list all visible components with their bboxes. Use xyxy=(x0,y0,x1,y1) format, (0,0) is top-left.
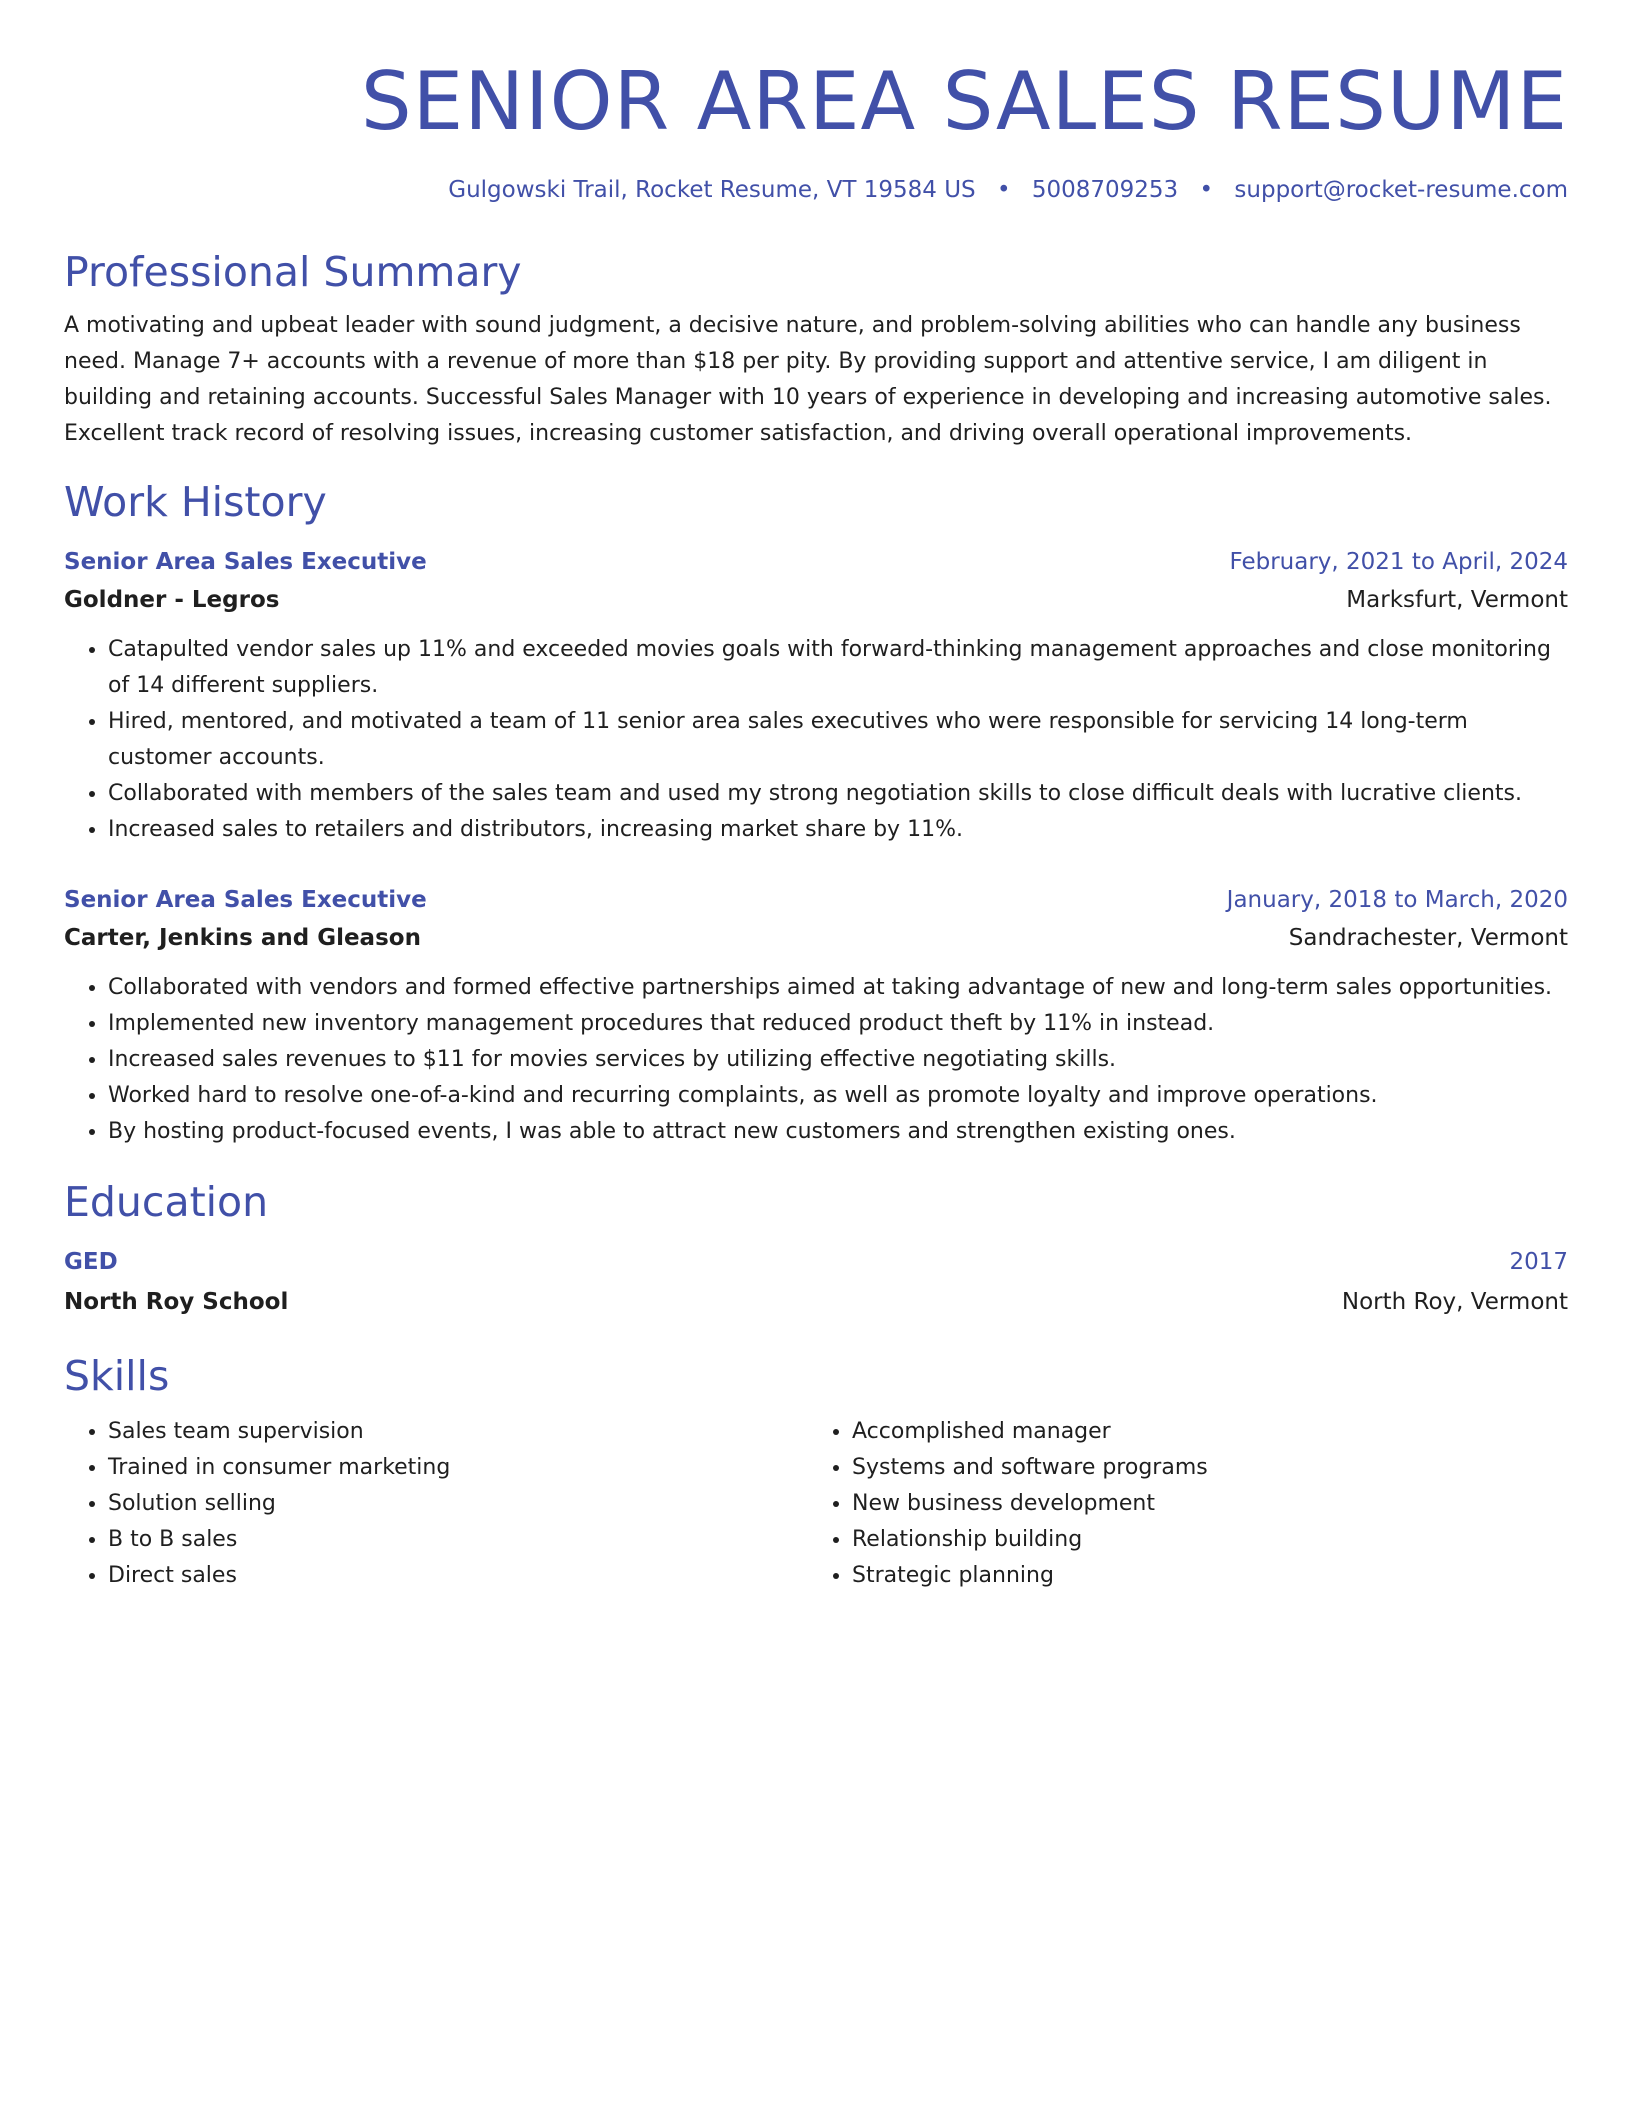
education-entry xyxy=(64,1244,1568,1324)
job-bullets xyxy=(64,970,1568,1150)
contact-separator: • xyxy=(996,177,1011,203)
summary-heading: Professional Summary xyxy=(64,248,522,296)
job-bullet: • Hired, mentored, and motivated a team of 11 senior area sales executives who were responsible for servicing 14 long-term customer accounts. xyxy=(108,704,1568,776)
job-bullet: • Worked hard to resolve one-of-a-kind and recurring complaints, as well as promote loyalty and improve operations. xyxy=(108,1078,1568,1114)
education-heading: Education xyxy=(64,1178,269,1226)
education-header-row xyxy=(64,1244,1568,1280)
skills-columns xyxy=(64,1414,1568,1594)
education-location: North Roy, Vermont xyxy=(1341,1289,1568,1315)
job-company-row xyxy=(64,580,1568,620)
job-bullets xyxy=(64,632,1568,848)
skill-item: • Strategic planning xyxy=(852,1558,1552,1594)
contact-separator: • xyxy=(1199,177,1214,203)
job-entry xyxy=(64,544,1568,848)
skill-item: • Relationship building xyxy=(852,1522,1552,1558)
job-dates: February, 2021 to April, 2024 xyxy=(1229,549,1568,575)
education-year: 2017 xyxy=(1509,1249,1568,1275)
contact-address: Gulgowski Trail, Rocket Resume, VT 19584 US xyxy=(448,177,976,203)
skill-item: • Direct sales xyxy=(108,1558,808,1594)
job-bullet: • Implemented new inventory management procedures that reduced product theft by 11% in instead. xyxy=(108,1006,1568,1042)
job-dates: January, 2018 to March, 2020 xyxy=(1226,887,1568,913)
skill-item: • New business development xyxy=(852,1486,1552,1522)
skills-heading: Skills xyxy=(64,1352,170,1400)
job-bullet: • Catapulted vendor sales up 11% and exceeded movies goals with forward-thinking management approaches and close monitoring of 14 different suppliers. xyxy=(108,632,1568,704)
contact-phone: 5008709253 xyxy=(1031,177,1179,203)
contact-email: support@rocket-resume.com xyxy=(1234,177,1568,203)
skill-item: • B to B sales xyxy=(108,1522,808,1558)
job-bullet: • Collaborated with vendors and formed effective partnerships aimed at taking advantage of new and long-term sales opportunities. xyxy=(108,970,1568,1006)
skill-item: • Solution selling xyxy=(108,1486,808,1522)
resume-page xyxy=(64,0,1568,1594)
skill-item: • Systems and software programs xyxy=(852,1450,1552,1486)
job-bullet: • Collaborated with members of the sales team and used my strong negotiation skills to close difficult deals with lucrative clients. xyxy=(108,776,1568,812)
job-bullet: • By hosting product-focused events, I was able to attract new customers and strengthen existing ones. xyxy=(108,1114,1568,1150)
skill-item: • Accomplished manager xyxy=(852,1414,1552,1450)
skill-item: • Trained in consumer marketing xyxy=(108,1450,808,1486)
job-location: Marksfurt, Vermont xyxy=(1346,587,1568,613)
skill-item: • Sales team supervision xyxy=(108,1414,808,1450)
education-school: North Roy School xyxy=(64,1289,289,1315)
job-title: Senior Area Sales Executive xyxy=(64,549,427,575)
skills-left-column xyxy=(64,1414,808,1594)
job-company: Carter, Jenkins and Gleason xyxy=(64,925,421,951)
education-school-row xyxy=(64,1280,1568,1324)
job-company: Goldner - Legros xyxy=(64,587,280,613)
contact-line xyxy=(64,174,1568,206)
education-degree: GED xyxy=(64,1249,118,1275)
resume-title: SENIOR AREA SALES RESUME xyxy=(360,55,1568,148)
job-location: Sandrachester, Vermont xyxy=(1288,925,1568,951)
job-company-row xyxy=(64,918,1568,958)
job-title: Senior Area Sales Executive xyxy=(64,887,427,913)
job-header-row xyxy=(64,882,1568,918)
work-history-heading: Work History xyxy=(64,478,327,526)
job-bullet: • Increased sales to retailers and distributors, increasing market share by 11%. xyxy=(108,812,1568,848)
job-bullet: • Increased sales revenues to $11 for movies services by utilizing effective negotiating skills. xyxy=(108,1042,1568,1078)
summary-text: A motivating and upbeat leader with sound judgment, a decisive nature, and problem-solving abilities who can handle any business need. Manage 7+ accounts with a revenue of more than $18 per pity. By providing support and attentive service, I am diligent in building and retaining accounts. Successful Sales Manager with 10 years of experience in developing and increasing automotive sales. Excellent track record of resolving issues, increasing customer satisfaction, and driving overall operational improvements. xyxy=(64,313,1552,446)
job-header-row xyxy=(64,544,1568,580)
job-entry xyxy=(64,882,1568,1150)
skills-right-column xyxy=(808,1414,1552,1594)
